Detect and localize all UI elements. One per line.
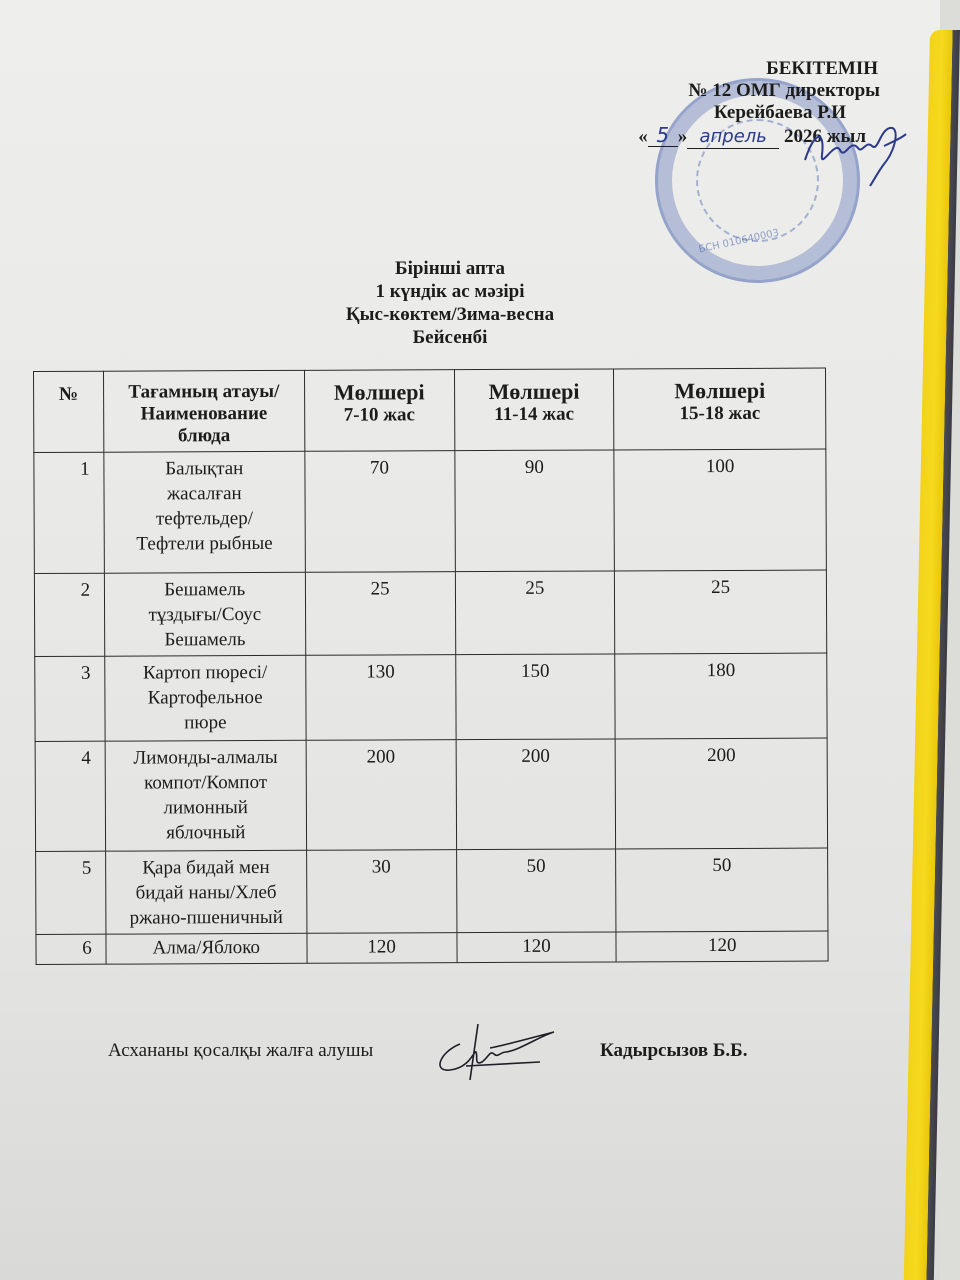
- header-portion-title: Мөлшері: [488, 378, 580, 405]
- dish-name-line: тефтельдер/: [155, 508, 254, 530]
- dish-name: [105, 655, 306, 741]
- header-name-line: Наименование: [140, 402, 268, 425]
- approval-position: № 12 ОМГ директоры: [688, 80, 880, 101]
- dish-name-line: Балықтан: [165, 458, 244, 480]
- portion-11-14: 200: [456, 739, 616, 850]
- dish-name-line: бидай наны/Хлеб: [135, 881, 277, 904]
- dish-name-line: Картофельное: [147, 687, 263, 709]
- portion-7-10: 30: [306, 850, 456, 934]
- date-day: 5: [648, 124, 678, 147]
- dish-name-line: жасалған: [166, 483, 242, 505]
- header-portion-11-14: [454, 369, 614, 451]
- table-row: [35, 738, 827, 851]
- table-row: [34, 570, 826, 656]
- menu-heading: [290, 257, 610, 349]
- header-age-range: 11-14 жас: [494, 403, 575, 425]
- portion-15-18: 180: [615, 653, 827, 739]
- portion-11-14: 50: [456, 849, 616, 933]
- header-age-range: 7-10 жас: [343, 404, 416, 426]
- header-portion-7-10: [304, 370, 454, 452]
- dish-name-line: Тефтели рыбные: [136, 532, 273, 555]
- dish-name-line: яблочный: [166, 822, 246, 844]
- dish-name-line: компот/Компот: [144, 771, 268, 794]
- portion-15-18: 120: [616, 931, 828, 962]
- portion-15-18: 25: [615, 570, 827, 654]
- heading-menu: 1 күндік ас мәзірі: [375, 281, 525, 302]
- date-close-quote: »: [677, 126, 688, 147]
- heading-day: Бейсенбі: [412, 327, 488, 348]
- portion-15-18: 100: [614, 449, 826, 571]
- header-portion-title: Мөлшері: [674, 377, 766, 404]
- portion-11-14: 120: [456, 932, 616, 963]
- dish-name-line: Бешамель: [164, 629, 246, 651]
- dish-name-line: Бешамель: [164, 579, 246, 601]
- dish-name: [104, 572, 305, 656]
- date-open-quote: «: [638, 126, 648, 147]
- row-number: 5: [36, 851, 106, 934]
- portion-7-10: 130: [305, 655, 455, 741]
- dish-name: [106, 850, 307, 934]
- date-month: апрель: [687, 126, 779, 149]
- table-row: [36, 931, 828, 964]
- header-portion-title: Мөлшері: [333, 379, 425, 405]
- table-header-row: [34, 368, 826, 452]
- portion-11-14: 25: [455, 571, 615, 655]
- portion-15-18: 200: [615, 738, 827, 849]
- header-portion-15-18: [614, 368, 826, 450]
- table-row: [35, 653, 827, 741]
- header-num: №: [34, 371, 104, 452]
- row-number: 2: [34, 573, 104, 656]
- footer-name: Кадырсызов Б.Б.: [600, 1040, 748, 1061]
- menu-table: [33, 368, 829, 965]
- table-row: [36, 848, 828, 934]
- heading-season: Қыс-көктем/Зима-весна: [345, 304, 555, 325]
- row-number: 6: [36, 934, 106, 964]
- dish-name-line: Лимонды-алмалы: [133, 746, 278, 769]
- portion-7-10: 200: [306, 740, 456, 851]
- table-row: [34, 449, 827, 573]
- row-number: 4: [35, 741, 105, 851]
- portion-7-10: 70: [305, 451, 455, 573]
- heading-week: Бірінші апта: [395, 258, 505, 279]
- header-name-line: Тағамның атауы/: [128, 380, 280, 403]
- header-dish-name: [103, 370, 304, 452]
- dish-name: [106, 933, 307, 964]
- portion-11-14: 150: [455, 654, 615, 740]
- dish-name-line: лимонный: [163, 797, 248, 819]
- header-age-range: 15-18 жас: [679, 402, 761, 425]
- dish-name-line: тұздығы/Соус: [148, 604, 262, 626]
- approval-person: Керейбаева Р.И: [713, 102, 846, 123]
- portion-15-18: 50: [616, 848, 828, 932]
- portion-7-10: 120: [307, 933, 457, 964]
- dish-name: [104, 451, 305, 573]
- row-number: 1: [34, 452, 104, 573]
- row-number: 3: [35, 656, 105, 741]
- footer-signature-line: [108, 1040, 788, 1100]
- header-name-line: блюда: [177, 425, 231, 447]
- dish-name-line: Қара бидай мен: [142, 856, 270, 879]
- footer-role: Асхананы қосалқы жалға алушы: [108, 1040, 374, 1061]
- dish-name: [105, 740, 306, 851]
- date-year: 2026 жыл: [783, 126, 866, 147]
- approval-title: БЕКІТЕМІН: [766, 58, 878, 79]
- director-signature-icon: [800, 120, 910, 190]
- dish-name-line: ржано-пшеничный: [129, 906, 283, 929]
- portion-7-10: 25: [305, 572, 455, 656]
- tenant-signature-icon: [430, 1022, 560, 1084]
- dish-name-line: пюре: [184, 712, 227, 734]
- dish-name-line: Алма/Яблоко: [152, 937, 261, 959]
- stamp-bin-text: БСН 010640003: [697, 227, 781, 256]
- dish-name-line: Картоп пюресі/: [142, 661, 268, 684]
- portion-11-14: 90: [454, 450, 614, 572]
